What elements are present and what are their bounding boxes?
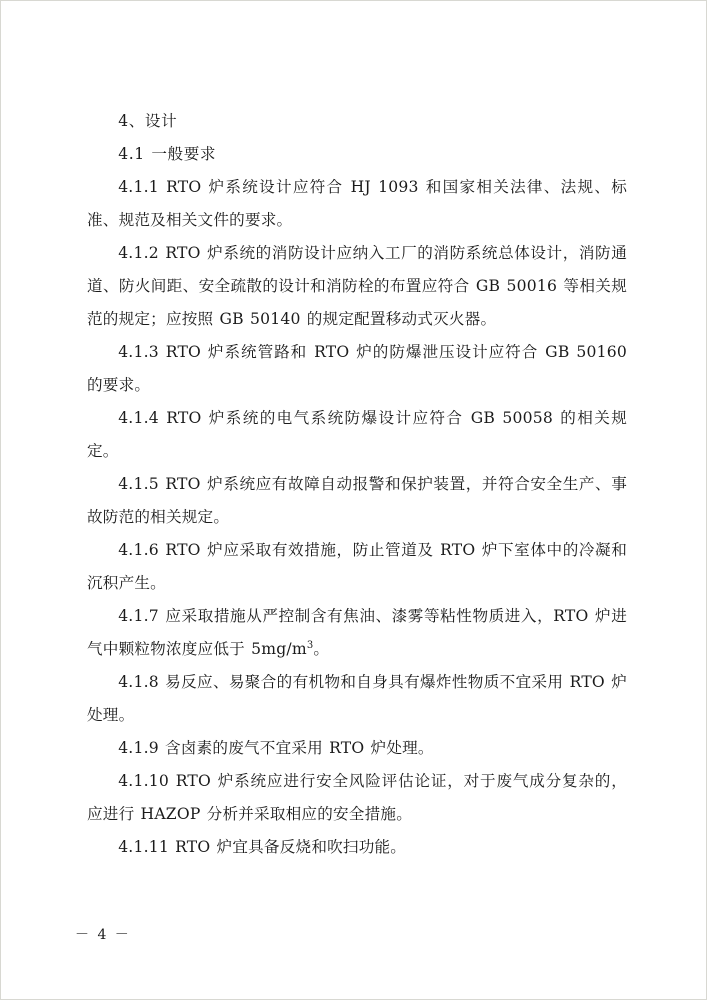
clause-4-1-1: 4.1.1 RTO 炉系统设计应符合 HJ 1093 和国家相关法律、法规、标准、规范及相关文件的要求。 bbox=[87, 178, 627, 229]
clause-4-1-7 bbox=[87, 600, 627, 666]
clause-4-1-11: 4.1.11 RTO 炉宜具备反烧和吹扫功能。 bbox=[118, 838, 407, 856]
clause-4-1-6: 4.1.6 RTO 炉应采取有效措施，防止管道及 RTO 炉下室体中的冷凝和沉积产生。 bbox=[87, 541, 627, 592]
clause-4-1-5: 4.1.5 RTO 炉系统应有故障自动报警和保护装置，并符合安全生产、事故防范的相关规定。 bbox=[87, 475, 627, 526]
clause-4-1-10: 4.1.10 RTO 炉系统应进行安全风险评估论证，对于废气成分复杂的，应进行 HAZOP 分析并采取相应的安全措施。 bbox=[87, 772, 627, 823]
section-heading-4: 4、设计 bbox=[118, 112, 178, 130]
clause-4-1-7-tail: 。 bbox=[313, 640, 330, 658]
clause-4-1-3: 4.1.3 RTO 炉系统管路和 RTO 炉的防爆泄压设计应符合 GB 50160 的要求。 bbox=[87, 343, 627, 394]
clause-4-1-8: 4.1.8 易反应、易聚合的有机物和自身具有爆炸性物质不宜采用 RTO 炉处理。 bbox=[87, 673, 627, 724]
clause-4-1-9: 4.1.9 含卤素的废气不宜采用 RTO 炉处理。 bbox=[118, 739, 434, 757]
superscript-exponent: 3 bbox=[306, 639, 314, 651]
clause-4-1-4: 4.1.4 RTO 炉系统的电气系统防爆设计应符合 GB 50058 的相关规定。 bbox=[87, 409, 627, 460]
clause-4-1-7-text: 4.1.7 应采取措施从严控制含有焦油、漆雾等粘性物质进入，RTO 炉进气中颗粒物浓度应低于 5mg/m bbox=[87, 607, 627, 658]
clause-4-1-2: 4.1.2 RTO 炉系统的消防设计应纳入工厂的消防系统总体设计，消防通道、防火间距、安全疏散的设计和消防栓的布置应符合 GB 50016 等相关规范的规定；应按照 GB 50140 的规定配置移动式灭火器。 bbox=[87, 244, 627, 328]
page-number: － 4 － bbox=[75, 927, 131, 943]
document-body bbox=[87, 105, 627, 864]
section-heading-4-1: 4.1 一般要求 bbox=[118, 145, 217, 163]
